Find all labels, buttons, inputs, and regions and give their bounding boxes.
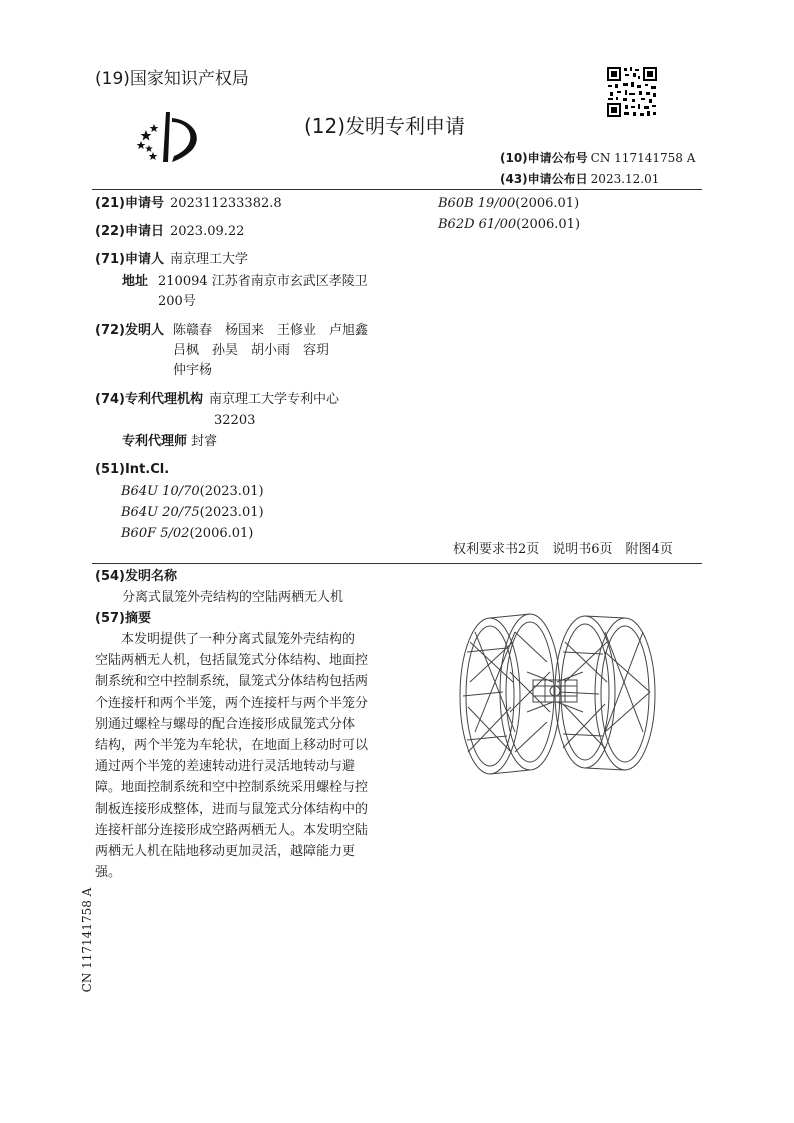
qr-code [606,66,658,118]
publication-number-line [500,150,695,166]
ipc-left-1: B64U 10/70(2023.01) [121,484,264,499]
agent-label: 专利代理师 [122,434,188,449]
abstract-line: 本发明提供了一种分离式鼠笼外壳结构的 [121,632,356,647]
publication-number-label: (10)申请公布号 [500,151,588,165]
application-date: 2023.09.22 [169,224,245,239]
agency-line [95,391,339,409]
ipc-right-2: B62D 61/00(2006.01) [438,217,581,232]
abstract-line: 制系统和空中控制系统，鼠笼式分体结构包括两 [95,674,369,690]
ipc-left-2: B64U 20/75(2023.01) [121,505,264,520]
agent: 封睿 [191,434,218,449]
publication-date: 2023.12.01 [590,172,660,186]
applicant: 南京理工大学 [169,252,248,267]
applicant-label: (71)申请人 [95,252,164,267]
application-date-line [95,223,244,241]
agent-line [122,433,217,451]
agency-label: (74)专利代理机构 [95,392,203,407]
abstract-line: 连接杆部分连接形成空路两栖无人。本发明空陆 [95,822,369,838]
ipc-left-3: B60F 5/02(2006.01) [121,526,254,541]
agency-name: 南京理工大学专利中心 [208,392,339,407]
application-number: 202311233382.8 [169,196,282,211]
inventor-label: (72)发明人 [95,323,164,338]
abstract-line: 障。地面控制系统和空中控制系统采用螺栓与控 [95,780,369,796]
abstract-line: 通过两个半笼的差速转动进行灵活地转动与避 [95,759,356,775]
page-counts: 权利要求书2页 说明书6页 附图4页 [453,542,673,557]
abstract-line: 两栖无人机在陆地移动更加灵活，越障能力更 [95,844,356,860]
side-publication-number: CN 117141758 A [80,887,94,993]
inventor-line-3: 仲宇杨 [173,363,213,378]
publication-number: CN 117141758 A [590,151,696,165]
invention-title: 分离式鼠笼外壳结构的空陆两栖无人机 [122,590,344,605]
document-type: (12)发明专利申请 [304,114,466,138]
applicant-line [95,251,248,269]
title-label: (54)发明名称 [95,569,177,584]
application-number-label: (21)申请号 [95,196,164,211]
biblio-divider [92,563,702,564]
abstract-line: 别通过螺栓与螺母的配合连接形成鼠笼式分体 [95,716,356,732]
office-name: (19)国家知识产权局 [95,69,249,89]
abstract-text [95,629,395,883]
abstract-drawing [455,612,660,780]
intcl-label: (51)Int.Cl. [95,462,170,477]
patent-office-emblem [132,108,206,166]
publication-date-line [500,171,659,187]
abstract-line: 制板连接形成整体，进而与鼠笼式分体结构中的 [95,801,369,817]
abstract-line: 强。 [95,865,122,881]
abstract-label: (57)摘要 [95,611,151,626]
header-divider [92,189,702,190]
application-date-label: (22)申请日 [95,224,164,239]
agency-code: 32203 [214,413,256,428]
address-line-2: 200号 [158,294,196,309]
inventor-line-1: 陈赣春 杨国来 王修业 卢旭鑫 [173,323,369,338]
address-label: 地址 [122,274,149,289]
application-number-line [95,195,282,213]
abstract-line: 空陆两栖无人机，包括鼠笼式分体结构、地面控 [95,653,369,669]
abstract-line: 个连接杆和两个半笼，两个连接杆与两个半笼分 [95,695,369,711]
publication-date-label: (43)申请公布日 [500,172,588,186]
inventor-line-2: 吕枫 孙昊 胡小雨 容玥 [173,343,330,358]
address-line-1: 210094 江苏省南京市玄武区孝陵卫 [158,274,368,289]
ipc-right-1: B60B 19/00(2006.01) [438,196,580,211]
right-half-cage [555,616,655,770]
abstract-line: 结构，两个半笼为车轮状，在地面上移动时可以 [95,738,369,754]
